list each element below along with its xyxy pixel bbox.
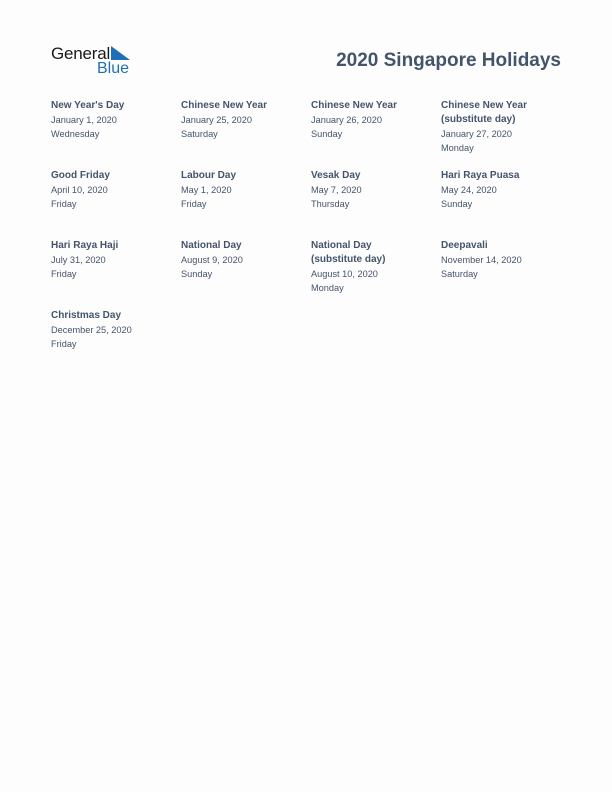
holiday-weekday: Sunday <box>181 269 213 279</box>
holiday-weekday: Saturday <box>181 129 218 139</box>
holiday-date: May 7, 2020 <box>311 185 362 195</box>
holiday-date: May 1, 2020 <box>181 185 232 195</box>
holiday-item <box>51 169 181 239</box>
logo-word-blue: Blue <box>97 60 130 77</box>
holiday-item <box>181 169 311 239</box>
holiday-item <box>51 239 181 309</box>
holiday-weekday: Friday <box>51 339 77 349</box>
holiday-weekday: Thursday <box>311 199 350 209</box>
holiday-item <box>441 169 571 239</box>
holiday-name: Labour Day <box>181 170 237 181</box>
holiday-name: Deepavali <box>441 240 488 251</box>
holiday-weekday: Sunday <box>311 129 343 139</box>
holiday-weekday: Friday <box>181 199 207 209</box>
holiday-date: January 26, 2020 <box>311 115 383 125</box>
holiday-weekday: Saturday <box>441 269 478 279</box>
holiday-item <box>181 99 311 169</box>
holiday-date: January 1, 2020 <box>51 115 117 125</box>
holiday-name: Hari Raya Puasa <box>441 170 520 181</box>
holiday-name: Christmas Day <box>51 310 122 321</box>
holiday-date: April 10, 2020 <box>51 185 108 195</box>
holiday-name: Good Friday <box>51 170 110 181</box>
holiday-weekday: Monday <box>441 143 474 153</box>
holiday-date: December 25, 2020 <box>51 325 132 335</box>
holiday-date: November 14, 2020 <box>441 255 522 265</box>
holiday-date: July 31, 2020 <box>51 255 106 265</box>
holiday-date: May 24, 2020 <box>441 185 497 195</box>
holiday-name: National Day <box>181 240 242 251</box>
holiday-item <box>51 99 181 169</box>
holiday-date: August 10, 2020 <box>311 269 378 279</box>
holiday-name: Vesak Day <box>311 170 361 181</box>
generalblue-logo <box>51 45 141 79</box>
holiday-item <box>311 99 441 169</box>
holiday-name: Chinese New Year (substitute day) <box>441 100 527 125</box>
holiday-weekday: Wednesday <box>51 129 100 139</box>
holiday-name: Hari Raya Haji <box>51 240 119 251</box>
holiday-item <box>441 99 571 169</box>
logo-word-general: General <box>51 44 111 63</box>
holiday-grid <box>51 99 571 379</box>
holiday-date: January 25, 2020 <box>181 115 253 125</box>
holiday-item <box>311 169 441 239</box>
holiday-item <box>51 309 181 379</box>
holiday-weekday: Sunday <box>441 199 473 209</box>
holiday-name: New Year's Day <box>51 100 125 111</box>
holiday-date: January 27, 2020 <box>441 129 513 139</box>
holiday-name: Chinese New Year <box>311 100 397 111</box>
holiday-item <box>311 239 441 309</box>
holiday-item <box>441 239 571 309</box>
page-title: 2020 Singapore Holidays <box>336 50 561 71</box>
holiday-name: Chinese New Year <box>181 100 267 111</box>
holiday-weekday: Monday <box>311 283 344 293</box>
holiday-date: August 9, 2020 <box>181 255 243 265</box>
holiday-name: National Day (substitute day) <box>311 240 386 265</box>
holiday-weekday: Friday <box>51 199 77 209</box>
logo-triangle-icon <box>111 46 131 60</box>
holiday-weekday: Friday <box>51 269 77 279</box>
holiday-item <box>181 239 311 309</box>
